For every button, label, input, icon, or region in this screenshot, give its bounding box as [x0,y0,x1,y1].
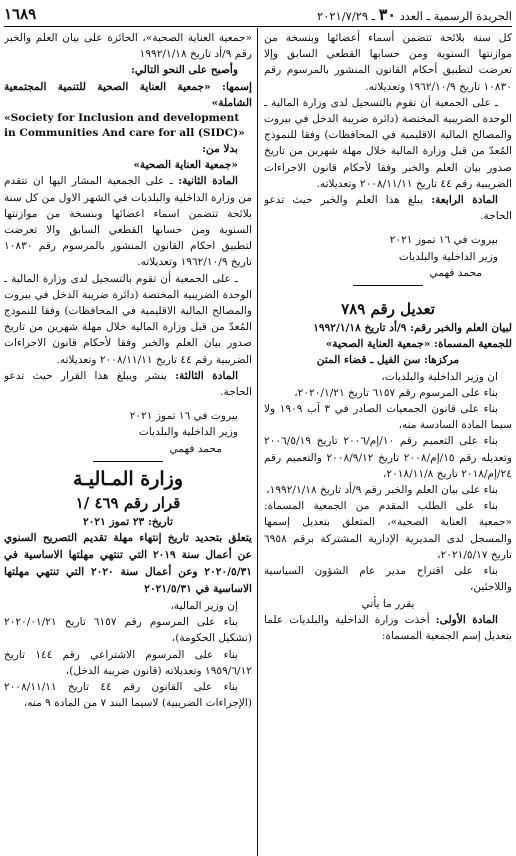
page-number: ١٦٨٩ [4,5,37,23]
paragraph: بناء على اقتراح مدير عام الشؤون السياسية واللاجئين، [264,565,512,594]
paragraph: كل سنة بلائحة تتضمن أسماء أعضائها وبنسخة من موازنتها السنوية ومن حسابها القطعي السابق وإلا تعرضت لتطبيق أحكام القانون المنشور بالمرسوم رقم ١٠٨٣٠ تاريخ ١٩٦٢/١٠/٩ وتعديلاته. [264,32,512,93]
signature-name: محمد فهمي [169,442,222,455]
article-text: ينشر ويبلغ هذا القرار حيث تدعو الحاجة. [4,369,252,399]
issue-date: ـ ٢٠٢١/٧/٢٩ [317,8,376,23]
paragraph: بناء على القانون رقم ٤٤ تاريخ ٢٠٠٨/١١/١١ (الإجراءات الضريبية) لاسيما البند ٧ من المادة ٩ منه، [4,681,252,710]
old-name: «جمعية العناية الصحية» [133,159,238,172]
paragraph: بناء على الطلب المقدم من الجمعية المسماة: «جمعية العناية الصحية»، المتعلق بتعديل إسمها والمسجل لدى المديرية الإدارية المشتركة برقم ٦٩٥٨ تاريخ ٢٠٢١/٥/١٧، [264,500,512,561]
ministry-title: وزارة المـاليـة [72,467,184,490]
decision-date: تاريخ: ٢٣ تموز ٢٠٢١ [83,515,173,528]
issue-number: ٣٠ [378,4,396,24]
amendment-number: تعديل رقم ٧٨٩ [341,300,435,319]
paragraph: ـ على الجمعية أن تقوم بالتسجيل لدى وزارة المالية ـ الوحدة الضريبية المختصة (دائرة ضريبة الدخل في بيروت والمصالح المالية الاقليمية في المحافظات) وفقا للنموذج المُعدّ من قبل وزارة المالية خلال مهلة شهرين من تاريخ صدور بيان العلم والخبر وفقا لأحكام قانون الاجراءات الضريبية رقم ٤٤ تاريخ ٢٠٠٨/١١/١١ وتعديلاته. [4,272,252,366]
paragraph: بناء على المرسوم الاشتراعي رقم ١٤٤ تاريخ ١٩٥٩/٦/١٢ وتعديلاته (قانون ضريبة الدخل)، [4,648,252,677]
article-label: المادة الثالثة: [175,369,239,382]
article-text: ـ على الجمعية المشار اليها ان تتقدم من وزارة الداخلية والبلديات في الشهر الاول من كل سنة بلائحة تتضمن اسماء اعضائها وبنسخة من موازنتها السنوية ومن حسابها القطعي السابق والا تعرضت لتطبيق احكام القانون المنشور بالمرسوم رقم ١٠٨٣٠ تاريخ ١٩٦٢/١٠/٩ وتعديلاته. [4,175,252,269]
amendment-heading: للجمعية المسماة: «جمعية العناية الصحية» [325,338,512,351]
amendment-heading: مركزها: سن الفيل ـ قضاء المتن [316,354,460,367]
signature-place: بيروت في ١٦ تموز ٢٠٢١ [389,234,498,247]
signature-title: وزير الداخلية والبلديات [398,250,498,263]
amendment-heading: لبيان العلم والخبر رقم: ٩/أد تاريخ ١٩٩٢/١/١٨ [313,322,512,335]
right-column [264,30,512,854]
paragraph: بناء على التعميم رقم ١٠/إم/٢٠٠٦ تاريخ ٢٠٠٦/٥/١٩ وتعديله رقم ١٥/إم/٢٠٠٨ تاريخ ٢٠٠٨/٩/١٢ والتعميم رقم ٢٤/إم/٢٠١٨ تاريخ ٢٠١٨/١١/٨، [264,435,512,480]
decides-line: يقرر ما يأتي [361,597,415,610]
separator [93,461,163,462]
paragraph: إن وزير المالية، [170,600,238,613]
article-label: المادة الثانية: [178,175,239,188]
paragraph: بناء على بيان العلم والخبر رقم ٩/أد تاريخ ١٩٩٢/١/١٨، [266,484,498,497]
paragraph: بدلا من: [202,143,238,156]
article-label: المادة الأولى: [435,613,498,626]
left-column [4,30,252,854]
article-label: المادة الرابعة: [431,194,499,207]
gazette-title: الجريدة الرسمية ـ العدد [399,8,512,23]
paragraph: ـ على الجمعية أن تقوم بالتسجيل لدى وزارة المالية ـ الوحدة الضريبية المختصة (دائرة ضريبة الدخل في بيروت والمصالح المالية الاقليمية في المحافظات) وفقا للنموذج المُعدّ من قبل وزارة المالية خلال مهلة شهرين من تاريخ صدور بيان العلم والخبر وفقا لأحكام قانون الاجراءات الضريبية رقم ٤٤ تاريخ ٢٠٠٨/١١/١١ وتعديلاته. [264,96,512,190]
paragraph: وأصبح على النحو التالي: [130,64,238,77]
new-name: إسمها: «جمعية العناية الصحية للتنمية المجتمعية الشاملة» [4,80,252,109]
column-divider [257,28,258,856]
page-header [4,2,512,27]
signature-title: وزير الداخلية والبلديات [138,426,238,439]
signature-place: بيروت في ١٦ تموز ٢٠٢١ [129,410,238,423]
decision-number: قرار رقم ٤٦٩ /١ [75,493,181,512]
article-three [4,368,252,400]
english-name: «Society for Inclusion and development in Communities And care for all (SIDC)» [4,112,245,140]
article-one [264,612,512,644]
paragraph: بناء على قانون الجمعيات الصادر في ٣ آب ١٩٠٩ ولا سيما المادة السادسة منه، [264,403,512,432]
paragraph: «جمعية العناية الصحية»، الحائزة على بيان العلم والخبر رقم ٩/أد تاريخ ١٩٩٢/١/١٨ [4,32,252,61]
paragraph: ان وزير الداخلية والبلديات، [381,370,498,383]
paragraph: بناء على المرسوم رقم ٦١٥٧ تاريخ ٢٠٢٠/٠١/٢١ (تشكيل الحكومة)، [4,616,252,645]
article-two [4,173,252,270]
separator [353,285,423,286]
signature-name: محمد فهمي [429,266,482,279]
article-text: أخذت وزارة الداخلية والبلديات علما بتعديل إسم الجمعية المسماة: [264,613,512,642]
article-text: يبلغ هذا العلم والخبر حيث تدعو الحاجة. [264,194,512,223]
header-title [317,5,512,24]
paragraph: بناء على المرسوم رقم ٦١٥٧ تاريخ ٢٠٢٠/١/٢١، [294,386,498,399]
decision-subject: يتعلق بتحديد تاريخ إنتهاء مهلة تقديم التصريح السنوي عن أعمال سنة ٢٠١٩ التي تنتهي مهلتها الاساسية في ٢٠٢٠/٥/٣١ وعن أعمال سنة ٢٠٢٠ التي تنتهي مهلتها الاساسية في ٢٠٢١/٥/٣١ [4,532,252,596]
article-four [264,192,512,224]
